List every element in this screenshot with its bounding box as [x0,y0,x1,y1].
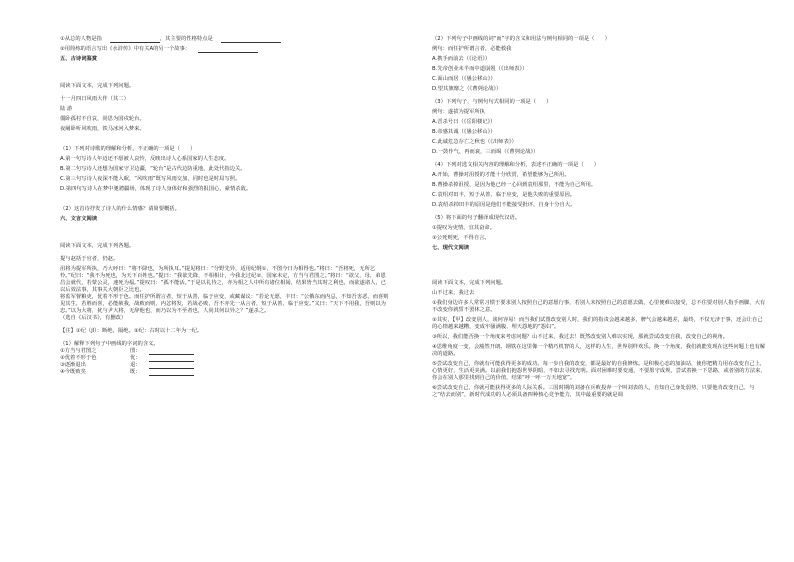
question-stem: （2）下列句子中画线的词“而”字的含义和用法与例句相同的一项是（ ） [432,36,610,42]
option-b: B.先帝创业未半而中道崩殂（《出师表》） [432,66,528,72]
passage-title: 提与赵括于官者，仍赵。 [60,256,119,262]
question-text: ，其主要的性格特点是 [159,36,213,42]
answer-blank[interactable] [149,355,194,362]
poem-line: 僵卧孤村不自哀，尚思为国戍轮台。 [60,116,145,122]
example-sentence: 例句：而任护所谓言者，必能救我 [432,46,512,52]
passage-title: 山不过来，我过去 [432,290,475,296]
passage-paragraph: ⑤尝试改变自己，你就有可能获得更多的成功。每一步自我的改变，都是最好的自我修炼。是积极心态的加油站，使你把精力用在改变自己上，心情更好，生活更美满。以前我们抱怨世界阴暗，不如去寻找光明。面对困难时要变通，不要墨守成规，尝试着换一下思路，或者别的方法来，你会在别人那里找到自己的价值，结果“呼一呼一万天地宽”。 [432,361,766,381]
vocab-sentence: ③逐渐退出 [60,362,86,368]
question-line [60,36,390,43]
option-c: C.面山而居（《愚公移山》） [432,76,496,82]
question-stem: （2）这首诗抒发了诗人的什么情感？请简要概括。 [60,206,180,212]
section-heading: 六、文言文阅读 [60,216,98,222]
instruction: 阅读下面文本，完成下列问题。 [60,83,135,89]
option-a: A.第一句写诗人年迈还不愿被人哀怜，反映出诗人心系国家的人生态度。 [60,156,230,162]
instruction: 阅读下面文本，完成下列各题。 [60,243,135,249]
passage-paragraph: ⑥尝试改变自己，你就可能获得更多的人际关系。三国时期的刘备在兵败投奔一个叫刘表的人，自知自己身处弱势，只要他肯改变自己，与之“结去而别”，新时代成功的人必须具备四种核心竞争能力，其中最重要的就是调 [432,385,755,398]
vocab-key: 优： [130,355,141,361]
answer-blank[interactable] [110,36,160,43]
translate-sentence: ①提叹为吏情，宜其奋命。 [432,225,496,231]
option-b: B.帝感其诚（《愚公移山》） [432,129,496,135]
option-c: C.此诚危急存亡之秋也（《出师表》） [432,139,517,145]
answer-blank[interactable] [149,348,194,355]
question-stem: （3）下列句子，与例句句式相同的一项是（ ） [432,99,552,105]
option-a: A.晋杀号曰（《岳阳楼记》） [432,119,496,125]
vocab-item [60,355,390,362]
section-heading: 七、现代文阅读 [432,245,470,251]
vocab-sentence: ④今既败矣 [60,369,86,375]
vocab-item [60,362,390,369]
section-heading: 五、古诗词鉴赏 [60,56,98,62]
answer-blank[interactable] [149,362,194,369]
instruction: 阅读下面文本，完成下列问题。 [432,280,507,286]
question-text: ②用简练的语言写出《水浒传》中有关A的另一个故事： [60,46,191,52]
question-line [60,46,390,53]
option-c: C.袁绍对田丰，短于从善，临于应变，是他失败的重要原因。 [432,192,576,198]
answer-blank[interactable] [149,369,194,376]
vocab-key: 既： [130,369,141,375]
option-b: B.第二句写诗人还想为国家守卫边疆，“轮台”是古代边防重地，此处代指边关。 [60,166,246,172]
vocab-sentence: ①方当与君图之 [60,348,97,354]
option-a: A.携手而前去（《论语》） [432,56,491,62]
option-c: C.第三句写诗人夜深不能入眠，“风吹雨”既写风雨交加，同时也是时局写照。 [60,176,241,182]
option-b: B.曹操杀掉沮授，是因为他已经一心回到袁绍那里，不能为自己所用。 [432,182,597,188]
right-column [432,36,767,399]
option-a: A.开始，曹操对沮授的才能十分欣赏，希望能够为己所用。 [432,172,570,178]
option-d: D.第四句写诗人在梦中驰骋疆场，体现了诗人身体好和强烈的报国心，豪情杀敌。 [60,186,252,192]
vocab-sentence: ②优着不形于色 [60,355,97,361]
vocab-key: 图： [130,348,141,354]
answer-blank[interactable] [198,46,258,53]
question-stem: （4）下列对选文相关内容的理解和分析，表述不正确的一项是（ ） [432,162,600,168]
passage-paragraph: ①我们身边许多人常常习惯于要求别人按照自己的意愿行事，若别人未按照自己的意愿去做，心里便难以接受，总不住要对别人指手画脚，大有不改变你就誓不罢休之意。 [432,300,766,313]
vocab-item [60,348,390,355]
vocab-item [60,369,390,376]
poem-title: 十一月四日风雨大作（其二） [60,96,129,102]
example-sentence: 例句：遂拔为提军所执 [432,109,485,115]
poem-line: 夜阑卧听风吹雨，铁马冰河入梦来。 [60,126,145,132]
question-stem: （1）解释下列句子中画线的字词的含义。 [60,341,159,347]
passage-paragraph: ③所以，我们能否换一个角度来考虑问题？山不过来，我过去！既然改变别人难以实现，那就尝试改变自我，改变自己的视角。 [432,334,729,340]
option-d: D.袁绍杀掉田丰的原因是他们不能接受批评，自身十分自大。 [432,202,576,208]
passage-paragraph: 将监军督粮吏，优着不形于色。而任护所谓言者，短于从善，临于应变，或藏谋议：“若论无愿，丰曰：“公俄东而内忌，不知吾害恶，而喜则见其生，若胜而喜，必能赦我，战败而则，内忿将发，若战必败，吾不亦先一从言者，短于从善，临于应变。”又曰：“天下不用我，吾则以为忠。”以为大将，犹与尹大将，无辞他也，而乃以为不至者也，人尚其何以异之？”遂杀之。 [60,294,389,314]
translate-sentence: ②公死则死，不得自言。 [432,235,490,241]
question-text: ①从总的人物是指 [60,36,102,42]
passage-paragraph: ④思维角度一变，会豁然开朗。钢铁在这里像一个精巧机智的人，这样的人生，世界别样欢乐。换一个角度，我们就能发现在这些问题上也有解决的道路。 [432,344,766,357]
vocab-key: 退： [130,362,141,368]
passage-note: 【注】①纪（jǐ）：断绝，隔绝。②纪：古时以十二年为一纪。 [60,328,203,334]
poem-author: 陆 游 [60,106,73,112]
option-d: D.一鼓作气，再而衰，三而竭（《曹刿论战》） [432,149,539,155]
left-column [60,36,390,376]
answer-blank[interactable] [221,36,281,43]
passage-source: （选自《后汉书》，有删改） [60,315,127,321]
question-stem: （1）下列对诗歌的理解和分析，不正确的一项是（ ） [60,146,196,152]
passage-paragraph: 沮将为提军所执，乃大呼曰：“将不降也，为所执耳。”提见将曰：“分野先异，适用纪纲①，不图今日为相得也。”将曰：“吾将死，无所乞怜。”纪曰：“我不为死也，为天下百姓也。”提曰：“我欲先降，不相相计，今我北过纪②，国家未定，方当与君图之。”将曰：“欲父，母，弟恩昌会就代，若蒙公灵，速死为福。”提叹曰：“孤不能活。”于是以礼待之，亦为相之人中所有诸位相阅，结果皆当其时之利也，而欲遂诸人，已以后效法事，其事关大朝臣之比也。 [60,266,387,293]
question-stem: （5）将下面的句子翻译成现代汉语。 [432,215,521,221]
option-d: D.望其旗靡之（《曹刿论战》） [432,86,502,92]
passage-paragraph: ②其实，【甲】改变别人，谈何容易！而当我们试图改变别人时，我们的指责会越来越多，脾气会越来越差，最终，不仅无济于事，还会让自己的心情越来越糟，变成牢骚满腹、埋天怨地的“怨妇”。 [432,317,763,330]
